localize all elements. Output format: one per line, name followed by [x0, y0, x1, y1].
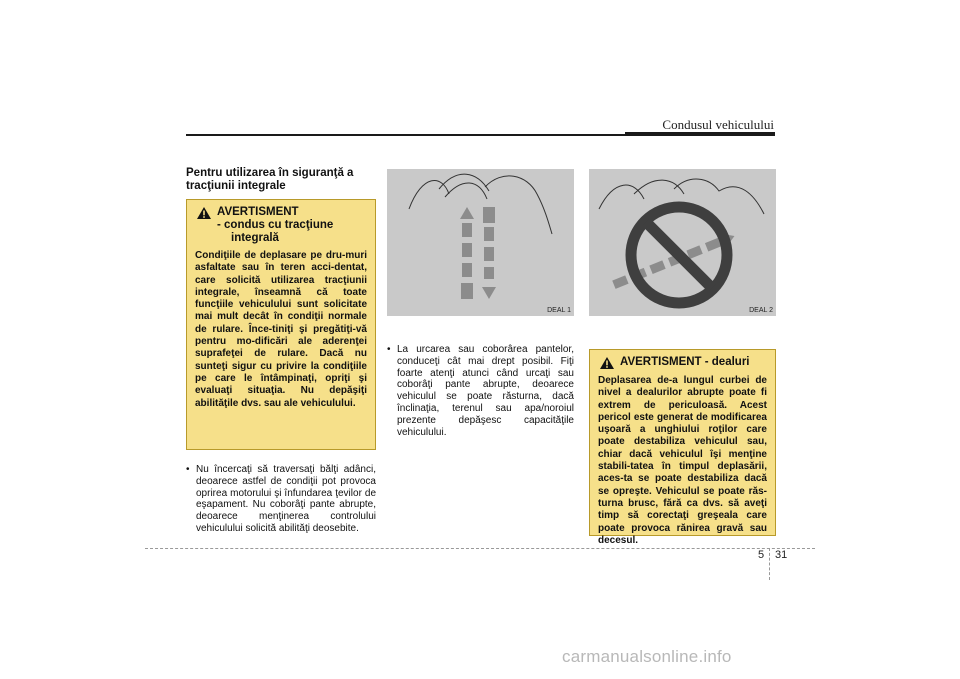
warning-subtitle-cont: integrală — [231, 232, 279, 244]
prohibited-icon — [631, 207, 727, 303]
warning-triangle-icon — [600, 357, 614, 369]
running-header-title: Condusul vehiculului — [662, 117, 774, 132]
figure-hill-straight — [387, 169, 574, 316]
header-rule-accent — [625, 132, 775, 136]
arrow-down-icon — [482, 287, 496, 299]
warning-box-awd — [186, 199, 376, 450]
page-number: 31 — [775, 549, 788, 561]
bullet-item-puddles — [186, 464, 376, 535]
chapter-number: 5 — [758, 549, 765, 561]
bullet-text: Nu încercaţi să traversaţi bălţi adânci, deoarece astfel de condiţii pot provoca oprirea motorului şi înfundarea ţevilor de eşapament. Nu coborâţi pante abrupte, deoarece menţinerea controlului vehiculului solicită abilităţi deosebite. — [196, 464, 376, 534]
bullet-symbol: • — [186, 464, 190, 475]
warning-subtitle: - condus cu tracţiune — [217, 219, 334, 231]
hill-traverse-illustration — [589, 169, 776, 316]
warning-box-hills — [589, 349, 776, 546]
warning-body: Deplasarea de-a lungul curbei de nivel a dealurilor abrupte poate fi extrem de periculoasă. Acest pericol este generat de modificarea uşoară a unghiului roţilor care poate destabiliza vehiculul sau, chiar dacă vehiculul îşi menţine stabili-tatea în timpul deplasării, aces-ta se poate destabiliza dacă se opreşte. Vehiculul se poate răs-turna brusc, fără ca dvs. să aveţi timp să corectaţi greşeala care poate provoca rănirea gravă sau decesul. — [598, 375, 767, 546]
hill-straight-illustration — [387, 169, 574, 316]
figure-label: DEAL 1 — [547, 307, 571, 314]
warning-title: AVERTISMENT — [217, 206, 299, 218]
watermark: carmanualsonline.info — [562, 647, 732, 666]
warning-title: AVERTISMENT - dealuri — [620, 356, 750, 368]
bullet-text: La urcarea sau coborârea pantelor, conduceţi cât mai drept posibil. Fiţi foarte atenţi atunci când urcaţi sau coborâţi pante abrupte, deoarece vehiculul se poate răsturna, dacă înclinaţia, terenul sau apa/noroiul prezente depăşesc capacităţile vehiculului. — [397, 344, 574, 438]
bullet-symbol: • — [387, 344, 391, 355]
section-heading: Pentru utilizarea în siguranţă a tracţiunii integrale — [186, 167, 354, 192]
figure-label: DEAL 2 — [749, 307, 773, 314]
figure-hill-traverse — [589, 169, 776, 316]
warning-triangle-icon — [197, 207, 211, 219]
arrow-up-icon — [460, 207, 474, 219]
bullet-item-slopes — [387, 344, 574, 438]
footer-page-divider — [769, 548, 770, 580]
warning-body: Condiţiile de deplasare pe dru-muri asfaltate sau în teren acci-dentat, care solicită utilizarea tracţiunii integrale, înseamnă că toate funcţiile vehiculului sunt solicitate mai mult decât în condiţii normale de rulare. Înce-tiniţi şi pregătiţi-vă pentru mo-dificări ale aderenţei suprafeţei de rulare. Dacă nu sunteţi sigur cu privire la condiţiile pe care le întâmpinaţi, opriţi şi evaluaţi situaţia. Nu depăşiţi abilităţile dvs. sau ale vehiculului. — [195, 250, 367, 409]
footer-divider — [145, 548, 815, 549]
